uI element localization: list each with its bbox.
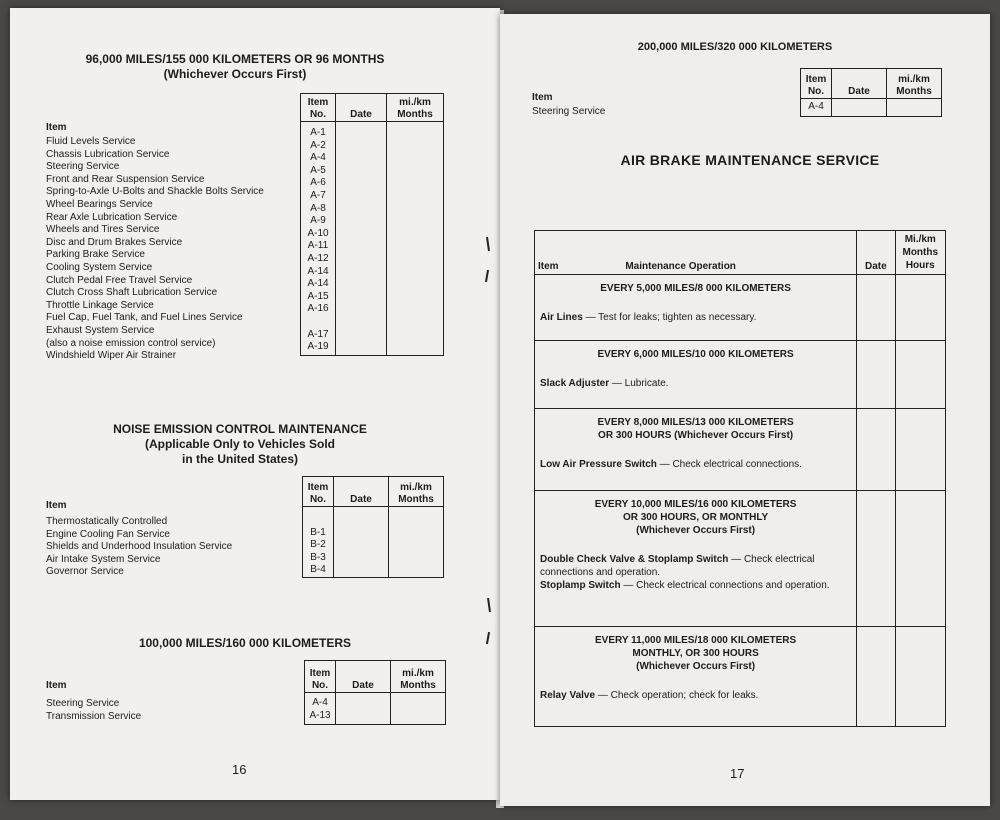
service-item: Front and Rear Suspension Service [46, 173, 205, 185]
col-date: Date [336, 94, 387, 122]
interval-heading-line: OR 300 HOURS (Whichever Occurs First) [598, 430, 794, 441]
service-item: Rear Axle Lubrication Service [46, 211, 178, 223]
interval-cell [535, 409, 857, 491]
date-entry-cell[interactable] [857, 275, 895, 341]
item-no-cell [305, 693, 336, 725]
interval-heading-line: MONTHLY, OR 300 HOURS [632, 648, 759, 659]
interval-heading-line: (Whichever Occurs First) [636, 661, 756, 672]
col-item-operation [535, 231, 857, 275]
component-name: Double Check Valve & Stoplamp Switch [540, 554, 729, 565]
interval-heading-line: (Whichever Occurs First) [636, 525, 756, 536]
item-code: B-4 [310, 564, 326, 576]
item-code: A-4 [310, 152, 326, 164]
noise-record-table [302, 476, 444, 578]
interval-heading [536, 492, 855, 537]
service-item: Spring-to-Axle U-Bolts and Shackle Bolts Service [46, 186, 264, 198]
item-code: A-4 [312, 697, 328, 708]
operation-entry [540, 458, 851, 471]
operation-text: — Check electrical connections and operation. [620, 580, 830, 591]
maintenance-interval-row [535, 341, 946, 409]
operation-text: — Check operation; check for leaks. [595, 690, 759, 701]
item-column-label: Item [532, 92, 553, 103]
component-name: Low Air Pressure Switch [540, 459, 657, 470]
item-no-cell [301, 122, 336, 356]
item-code: A-4 [808, 101, 824, 112]
section-title: 96,000 MILES/155 000 KILOMETERS OR 96 MONTHS [85, 52, 385, 66]
interval-cell [535, 491, 857, 627]
service-item: Chassis Lubrication Service [46, 148, 170, 160]
component-name: Air Lines [540, 312, 583, 323]
component-name: Relay Valve [540, 690, 596, 701]
col-item-no: Item No. [305, 661, 336, 693]
item-code [301, 316, 335, 329]
service-item: Cooling System Service [46, 261, 153, 273]
item-no-cell [801, 99, 832, 117]
section-subtitle: (Whichever Occurs First) [163, 67, 307, 81]
item-code: A-6 [310, 177, 326, 189]
section-subtitle: in the United States) [181, 452, 298, 466]
item-code: A-14 [307, 265, 329, 277]
mi-km-entry-cell[interactable] [895, 491, 945, 627]
date-entry-cell[interactable] [857, 409, 895, 491]
col-maintenance-operation: Maintenance Operation [625, 261, 736, 272]
page-number: 16 [232, 762, 247, 777]
interval-heading [536, 628, 855, 673]
air-brake-title: AIR BRAKE MAINTENANCE SERVICE [620, 152, 880, 168]
date-entry-cell[interactable] [336, 693, 391, 725]
interval-heading-line: EVERY 5,000 MILES/8 000 KILOMETERS [600, 283, 791, 294]
item-code: A-8 [310, 202, 326, 214]
item-code: B-2 [310, 539, 326, 551]
interval-heading [536, 276, 855, 295]
item-code: A-10 [307, 227, 329, 239]
noise-item-list [46, 516, 232, 579]
interval-heading-line: EVERY 11,000 MILES/18 000 KILOMETERS [594, 635, 797, 646]
operation-entry [540, 377, 851, 390]
service-item: Engine Cooling Fan Service [46, 528, 170, 540]
item-no-cell [303, 507, 334, 578]
col-mi-km: mi./km Months [387, 94, 444, 122]
mi-km-entry-cell[interactable] [887, 99, 942, 117]
item-code: A-17 [307, 328, 329, 340]
date-entry-cell[interactable] [334, 507, 389, 578]
col-date: Date [334, 477, 389, 507]
interval-heading-line: EVERY 10,000 MILES/16 000 KILOMETERS [594, 499, 797, 510]
item-code: A-19 [307, 341, 329, 353]
date-entry-cell[interactable] [857, 627, 895, 727]
item-code: A-15 [307, 290, 329, 302]
service-item: Windshield Wiper Air Strainer [46, 350, 177, 362]
service-item: Exhaust System Service [46, 324, 155, 336]
service-item: Wheel Bearings Service [46, 198, 153, 210]
page-17 [500, 14, 990, 806]
item-code: B-1 [310, 526, 326, 538]
item-column-label: Item [46, 500, 67, 511]
interval-heading [536, 410, 855, 442]
air-brake-table [534, 230, 946, 727]
item-code: A-1 [310, 127, 326, 138]
col-mi-km: mi./km Months [391, 661, 446, 693]
service-item: Transmission Service [46, 710, 142, 722]
col-mi-km: mi./km Months [887, 69, 942, 99]
mi-km-entry-cell[interactable] [895, 341, 945, 409]
col-date: Date [857, 231, 895, 275]
col-mi-km: mi./km Months [389, 477, 444, 507]
item-code [303, 514, 333, 527]
interval-cell [535, 341, 857, 409]
item-code: A-13 [309, 709, 331, 721]
item-code: A-16 [307, 303, 329, 315]
mi-km-entry-cell[interactable] [391, 693, 446, 725]
maintenance-interval-row [535, 491, 946, 627]
component-name: Stoplamp Switch [540, 580, 621, 591]
maintenance-interval-row [535, 627, 946, 727]
service-item: (also a noise emission control service) [46, 337, 216, 349]
date-entry-cell[interactable] [336, 122, 387, 356]
service-item: Governor Service [46, 566, 124, 578]
service-item: Clutch Cross Shaft Lubrication Service [46, 287, 218, 299]
maintenance-record-table [800, 68, 942, 117]
col-item-no: Item No. [801, 69, 832, 99]
item-code: A-7 [310, 189, 326, 201]
service-item: Throttle Linkage Service [46, 299, 154, 311]
service-item: Steering Service [46, 698, 120, 709]
service-item-list [46, 698, 141, 723]
noise-emission-title [90, 422, 390, 467]
mi-km-entry-cell[interactable] [389, 507, 444, 578]
mi-km-entry-cell[interactable] [895, 409, 945, 491]
maintenance-interval-row [535, 275, 946, 341]
mi-km-entry-cell[interactable] [387, 122, 444, 356]
service-item: Air Intake System Service [46, 553, 161, 565]
section-title: NOISE EMISSION CONTROL MAINTENANCE [113, 422, 367, 436]
service-item: Fuel Cap, Fuel Tank, and Fuel Lines Service [46, 312, 243, 324]
operation-entry [540, 689, 851, 702]
page-number: 17 [730, 766, 745, 781]
operation-text: — Test for leaks; tighten as necessary. [582, 312, 757, 323]
interval-heading-line: EVERY 8,000 MILES/13 000 KILOMETERS [597, 417, 794, 428]
item-column-label: Item [46, 122, 67, 133]
interval-heading [536, 342, 855, 361]
operation-entry [540, 553, 851, 579]
col-date: Date [336, 661, 391, 693]
item-code: A-9 [310, 215, 326, 227]
operation-text: — Check electrical connections. [656, 459, 802, 470]
service-item: Fluid Levels Service [46, 136, 136, 147]
service-item: Shields and Underhood Insulation Service [46, 541, 233, 553]
item-code: A-14 [307, 278, 329, 290]
item-column-label: Item [46, 680, 67, 691]
col-date: Date [832, 69, 887, 99]
item-code: A-12 [307, 252, 329, 264]
date-entry-cell[interactable] [857, 491, 895, 627]
service-item-list [46, 136, 264, 363]
page-16 [10, 8, 500, 800]
col-item: Item [538, 261, 559, 272]
maintenance-record-table [304, 660, 446, 725]
section-200000-title: 200,000 MILES/320 000 KILOMETERS [637, 41, 833, 53]
section-96000-title [80, 52, 390, 82]
maintenance-interval-row [535, 409, 946, 491]
interval-cell [535, 275, 857, 341]
operation-entry [540, 579, 851, 592]
interval-cell [535, 627, 857, 727]
service-item: Parking Brake Service [46, 249, 145, 261]
service-item: Disc and Drum Brakes Service [46, 236, 183, 248]
mi-km-entry-cell[interactable] [895, 627, 945, 727]
mi-km-entry-cell[interactable] [895, 275, 945, 341]
maintenance-record-table [300, 93, 444, 356]
date-entry-cell[interactable] [832, 99, 887, 117]
service-item: Steering Service [532, 106, 606, 117]
service-item-list [532, 106, 605, 119]
interval-heading-line: EVERY 6,000 MILES/10 000 KILOMETERS [597, 349, 794, 360]
col-item-no: Item No. [301, 94, 336, 122]
item-code: A-2 [310, 139, 326, 151]
service-item: Thermostatically Controlled [46, 516, 168, 527]
service-item: Wheels and Tires Service [46, 224, 160, 236]
section-100000-title: 100,000 MILES/160 000 KILOMETERS [138, 636, 352, 650]
section-subtitle: (Applicable Only to Vehicles Sold [144, 437, 336, 451]
item-code: B-3 [310, 551, 326, 563]
date-entry-cell[interactable] [857, 341, 895, 409]
service-item: Steering Service [46, 161, 120, 173]
col-mi-km: Mi./km Months Hours [895, 231, 945, 275]
operation-text: — Check electrical connections and operation. [540, 554, 815, 578]
operation-entry [540, 311, 851, 324]
component-name: Slack Adjuster [540, 378, 610, 389]
item-code: A-5 [310, 164, 326, 176]
item-code: A-11 [307, 240, 329, 252]
col-item-no: Item No. [303, 477, 334, 507]
interval-heading-line: OR 300 HOURS, OR MONTHLY [622, 512, 769, 523]
service-item: Clutch Pedal Free Travel Service [46, 274, 193, 286]
operation-text: — Lubricate. [609, 378, 669, 389]
